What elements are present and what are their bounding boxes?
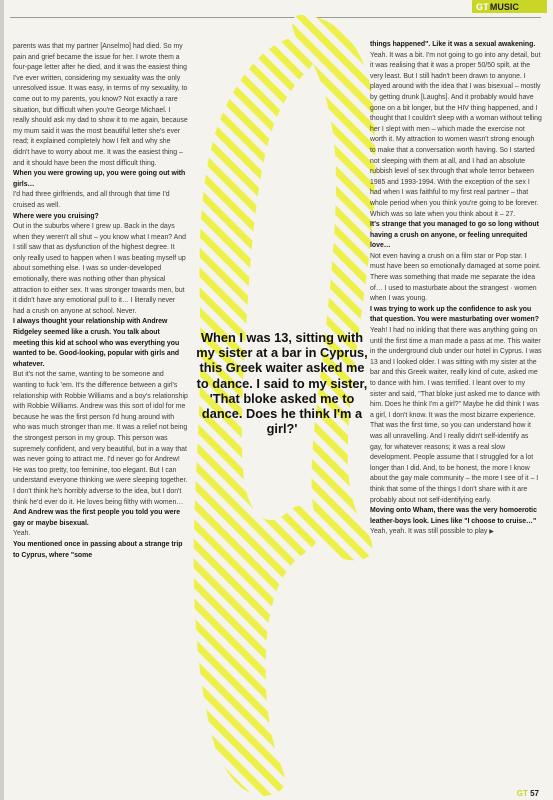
question-paragraph: Moving onto Wham, there was the very homoerotic leather-boys look. Lines like "I choose to cruise…" — [370, 507, 537, 525]
answer-paragraph: Yeah! I had no inkling that there was anything going on until the first time a man made a pass at me. This waiter in the underground club under our hotel in Cyprus. I was 13 and I looked older. I was sitting with my sister at the bar and this Greek waiter, really kind of cute, asked me to dance with him. I was terrified. I leant over to my sister and said, "That bloke just asked me to dance with him. Does he think I'm a girl?" Maybe he did think I was a girl, I don't know. It was the most bizarre experience. That was the first time, so you can understand how it was all unravelling. And I really didn't self-identify as gay, for whatever reasons; it was a real slow development. People assume that I struggled for a lot longer than I did. And, to be honest, the more I know about the gay male community – the more I see of it – I think that some of the things I don't share with it are probably about not self-identifying early. — [370, 327, 542, 504]
answer-text: Yeah, yeah. It was still possible to play — [370, 528, 488, 536]
answer-paragraph: parents was that my partner [Anselmo] had died. So my pain and grief became the issue for her. I wrote them a four-page letter after he died, and it was the easiest thing I've ever written, considering my sexuality was the only unresolved issue. It was easy, in terms of my sexuality, to come out to my parents, you know? Not exactly a rare situation, but difficult when you're George Michael. I really should ask my dad to show it to me again, because my mum said it was the most beautiful letter she's ever read; it explained completely how I felt and why she didn't have to worry about me. It was the easiest thing – and it should have been the most difficult thing. — [13, 43, 188, 167]
question-paragraph: Where were you cruising? — [13, 212, 99, 220]
article-column-right — [370, 40, 542, 538]
folio-brand: GT — [516, 789, 528, 798]
section-header — [472, 0, 547, 13]
question-paragraph: It's strange that you managed to go so long without having a crush on anyone, or feeling unrequited love… — [370, 221, 539, 250]
page-edge-divider — [0, 0, 4, 800]
section-brand: GT — [476, 1, 489, 12]
pull-quote: When I was 13, sitting with my sister at a bar in Cyprus, this Greek waiter asked me to dance. I said to my sister, 'That bloke asked me to dance. Does he think I'm a girl?' — [196, 330, 368, 437]
answer-paragraph — [370, 527, 542, 538]
page-folio — [517, 789, 539, 798]
question-paragraph: And Andrew was the first people you told you were gay or maybe bisexual. — [13, 509, 181, 527]
answer-paragraph: Yeah. — [13, 530, 31, 538]
question-paragraph: things happened". Like it was a sexual awakening. — [370, 41, 536, 48]
answer-paragraph: But it's not the same, wanting to be someone and wanting to fuck 'em. It's the difference between a girl's relationship with Robbie Williams and a boy's relationship with Robbie Williams. Andrew was this sort of idol for me because he was the first person I'd hung around with who was much stronger than me. It was a relief not being the strongest person in my group. This person was supremely confident, and very beautiful, but in a way that was never going to attract me. I'd never go for Andrew! He was too pretty, too feminine, too elegant. But I can understand everyone thinking we were sleeping together. I don't think he's horribly adverse to the idea, but I don't think he'd ever do it. He loves being filthy with women… — [13, 371, 188, 506]
question-paragraph: When you were growing up, you were going out with girls… — [13, 170, 186, 188]
article-column-left — [13, 42, 188, 561]
question-paragraph: I always thought your relationship with Andrew Ridgeley seemed like a crush. You talk about meeting this kid at school who was everything you wanted to be. Good-looking, popular with girls and whatever. — [13, 318, 180, 368]
question-paragraph: You mentioned once in passing about a strange trip to Cyprus, where "some — [13, 540, 183, 559]
section-name: MUSIC — [489, 1, 519, 12]
answer-paragraph: Not even having a crush on a film star or Pop star. I must have been so emotionally damaged at some point. There was something that made me separate the idea of… I used to masturbate about the strangest · women when I was young. — [370, 252, 541, 303]
triangle-right-icon: ▶ — [489, 529, 494, 536]
answer-paragraph: Yeah. It was a bit. I'm not going to go into any detail, but it was realising that it was a proper 50/50 spilt, at the very least. But I still hadn't been drawn to anyone. I played around with the idea that I was bisexual – mostly by getting drunk [Laughs]. And it probably would have gone on a bit longer, but the HIV thing happened, and I thought that I couldn't sleep with a woman without telling her I slept with men – which made the exercise not worth it. My attraction to women wasn't strong enough to make that a conversation worth having. So I started not sleeping with them at all, and I had an absolute rubbish level of sex through that whole terror between 1985 and 1993-1994. With the exception of the sex I had when I was faithful to my first real partner – that whole period when you think you're going to be forever. Which was so late when you think about it – 27. — [370, 51, 542, 218]
question-paragraph: I was trying to work up the confidence to ask you that question. You were masturbating over women? — [370, 305, 539, 324]
page-number: 57 — [530, 789, 539, 798]
answer-paragraph: I'd had three girlfriends, and all through that time I'd cruised as well. — [13, 191, 170, 209]
answer-paragraph: Out in the suburbs where I grew up. Back in the days when they weren't all shut – you know what I mean? And I still saw that as dysfunction of the highest degree. It only really used to happen when I was beating myself up about something else. I was so under-developed emotionally, there was nothing other than physical attraction to either sex. It was stronger towards men, but it didn't have any emotional pull to it… I literally never had a crush on anyone at school. Never. — [13, 223, 186, 315]
